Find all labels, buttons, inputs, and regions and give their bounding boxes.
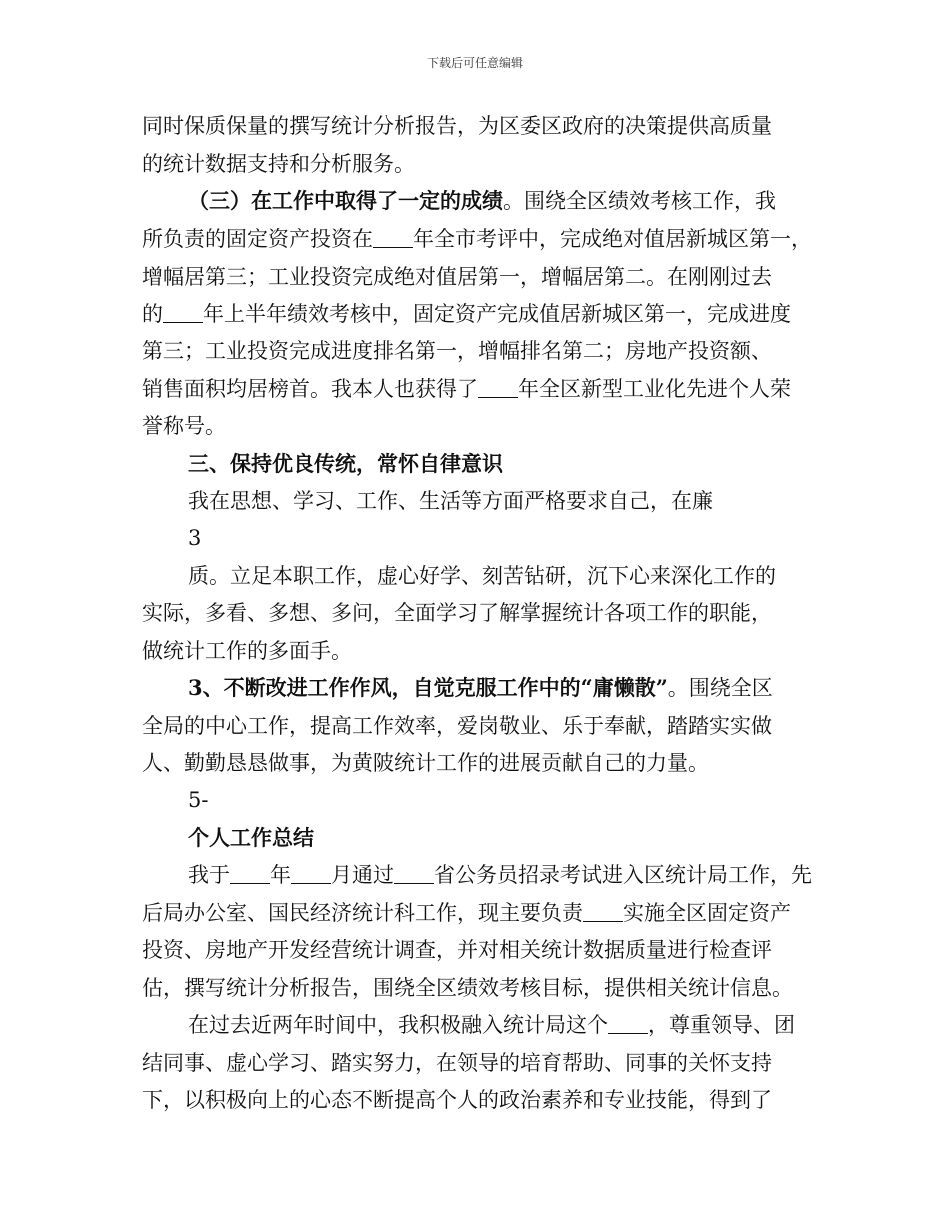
fill-blank (608, 1015, 648, 1034)
text-line: 销售面积均居榜首。我本人也获得了 年全区新型工业化先进个人荣 (142, 377, 791, 401)
text-line: 第三；工业投资完成进度排名第一，增幅排名第二；房地产投资额、 (142, 339, 772, 363)
text-line: 同时保质保量的撰写统计分析报告，为区委区政府的决策提供高质量 (142, 114, 772, 138)
text-line: 3、不断改进工作作风，自觉克服工作中的“庸懒散”。围绕全区 (188, 675, 773, 700)
fill-blank (583, 903, 623, 922)
fill-blank (394, 865, 434, 884)
text-line: 全局的中心工作，提高工作效率，爱岗敬业、乐于奉献，踏踏实实做 (142, 714, 772, 738)
text-line: 估，撰写统计分析报告，围绕全区绩效考核目标，提供相关统计信息。 (142, 976, 793, 1000)
text-line: （三）在工作中取得了一定的成绩。围绕全区绩效考核工作，我 (188, 188, 776, 213)
text-line: 实际，多看、多想、多问，全面学习了解掌握统计各项工作的职能， (142, 601, 772, 625)
text-line: 我于 年 月通过 省公务员招录考试进入区统计局工作，先 (188, 863, 812, 887)
fill-blank (163, 304, 203, 323)
text-line: 投资、房地产开发经营统计调查，并对相关统计数据质量进行检查评 (142, 938, 772, 962)
text-line: 我在思想、学习、工作、生活等方面严格要求自己，在廉 (188, 489, 713, 513)
text-line: 做统计工作的多面手。 (142, 639, 352, 663)
section-heading: 个人工作总结 (188, 825, 314, 850)
fill-blank (373, 229, 413, 248)
page-number: 5- (188, 788, 209, 812)
text-line: 下，以积极向上的心态不断提高个人的政治素养和专业技能，得到了 (142, 1088, 772, 1112)
text-line: 增幅居第三；工业投资完成绝对值居第一，增幅居第二。在刚刚过去 (142, 265, 772, 289)
section-heading: 三、保持优良传统，常怀自律意识 (188, 451, 503, 476)
text-line: 结同事、虚心学习、踏实努力，在领导的培育帮助、同事的关怀支持 (142, 1051, 772, 1075)
text-line: 人、勤勤恳恳做事，为黄陂统计工作的进展贡献自己的力量。 (142, 751, 709, 775)
text-line: 质。立足本职工作，虚心好学、刻苦钻研，沉下心来深化工作的 (188, 564, 776, 588)
page-number: 3 (188, 526, 202, 550)
text-line: 后局办公室、国民经济统计科工作，现主要负责 实施全区固定资产 (142, 901, 791, 925)
text-line: 在过去近两年时间中，我积极融入统计局这个 ，尊重领导、团 (188, 1013, 795, 1037)
fill-blank (291, 865, 331, 884)
page-header: 下载后可任意编辑 (426, 56, 523, 70)
text-line: 所负责的固定资产投资在 年全市考评中，完成绝对值居新城区第一， (142, 227, 812, 251)
text-line: 的统计数据支持和分析服务。 (142, 152, 415, 176)
fill-blank (478, 379, 518, 398)
text-line: 的 年上半年绩效考核中，固定资产完成值居新城区第一，完成进度 (142, 302, 791, 326)
text-line: 誉称号。 (142, 414, 226, 438)
fill-blank (230, 865, 270, 884)
